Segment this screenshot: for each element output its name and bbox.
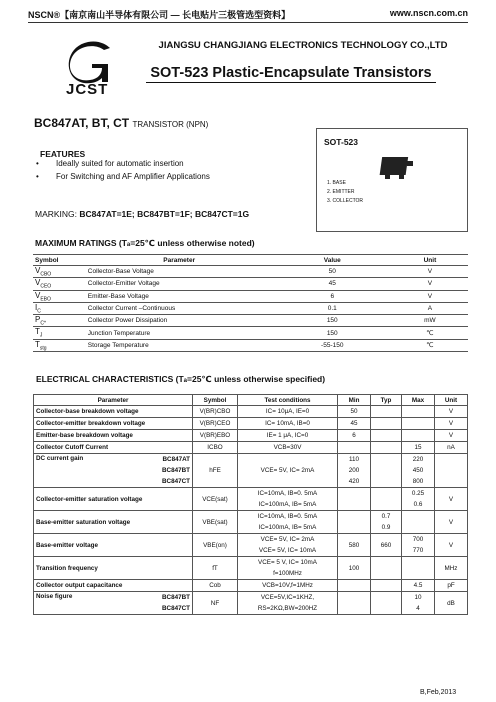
table-row (34, 557, 468, 580)
min-cell: 45 (338, 418, 371, 430)
brand-text: NSCN®【南京南山半导体有限公司 — 长电贴片三极管选型资料】 (28, 10, 291, 20)
company-name: JIANGSU CHANGJIANG ELECTRONICS TECHNOLOGY CO.,LTD (158, 40, 448, 51)
typ-cell (371, 557, 402, 580)
feature-item: • For Switching and AF Amplifier Applications (36, 172, 210, 181)
part-title (34, 116, 208, 130)
parameter-cell: Collector-emitter breakdown voltage (34, 418, 154, 430)
package-title: SOT-523 (324, 137, 359, 147)
test-conditions-cell: VCE= 5V, IC= 2mA (238, 454, 338, 488)
table-row (33, 290, 468, 302)
marking-line: MARKING: BC847AT=1E; BC847BT=1F; BC847CT=1G (35, 209, 250, 219)
unit-cell: V (392, 278, 468, 290)
part-variant-cell (153, 488, 192, 511)
features-heading: FEATURES (40, 149, 86, 159)
symbol-cell: V(BR)EBO (193, 430, 238, 442)
unit-cell (435, 454, 468, 488)
table-header-row (33, 255, 468, 266)
value-cell: 150 (273, 327, 392, 339)
parameter-cell: Collector Power Dissipation (86, 315, 273, 327)
min-cell (338, 592, 371, 615)
symbol-cell: $T_J$ (33, 327, 86, 339)
package-box (316, 128, 468, 232)
unit-cell: nA (435, 442, 468, 454)
revision-date: B,Feb,2013 (420, 689, 457, 696)
table-row (34, 488, 468, 511)
symbol-cell: VBE(sat) (193, 511, 238, 534)
value-cell: 6 (273, 290, 392, 302)
parameter-cell: Collector-Emitter Voltage (86, 278, 273, 290)
unit-cell: MHz (435, 557, 468, 580)
max-cell: 10 4 (402, 592, 435, 615)
parameter-cell: Collector Current –Continuous (86, 302, 273, 314)
min-cell: 580 (338, 534, 371, 557)
table-row (34, 430, 468, 442)
table-header-row (34, 395, 468, 406)
symbol-cell: $T_{stg}$ (33, 339, 86, 351)
part-name: BC847AT, BT, CT (34, 116, 130, 130)
max-cell: 220 450 800 (402, 454, 435, 488)
min-cell: 110 200 420 (338, 454, 371, 488)
electrical-characteristics-table (33, 394, 468, 615)
table-row (33, 302, 468, 314)
parameter-cell: Collector-Base Voltage (86, 266, 273, 278)
max-cell: 0.25 0.6 (402, 488, 435, 511)
column-header: Parameter (34, 395, 193, 406)
table-row (33, 327, 468, 339)
pin-label: 1. BASE (327, 180, 346, 186)
symbol-cell: $V_{EBO}$ (33, 290, 86, 302)
column-header: Parameter (86, 255, 273, 266)
typ-cell: 0.7 0.9 (371, 511, 402, 534)
table-row (34, 454, 468, 488)
table-row (34, 592, 468, 615)
test-conditions-cell: IC= 10μA, IE=0 (238, 406, 338, 418)
min-cell (338, 580, 371, 592)
part-variant-cell (153, 534, 192, 557)
max-cell: 4.5 (402, 580, 435, 592)
column-header: Symbol (193, 395, 238, 406)
typ-cell (371, 488, 402, 511)
parameter-cell: Collector output capacitance (34, 580, 154, 592)
max-cell: 15 (402, 442, 435, 454)
table-row (34, 442, 468, 454)
value-cell: 0.1 (273, 302, 392, 314)
table-row (33, 278, 468, 290)
table-row (33, 266, 468, 278)
symbol-cell: $P_{C*}$ (33, 315, 86, 327)
parameter-cell: Noise figure (34, 592, 154, 615)
column-header: Value (273, 255, 392, 266)
table-row (33, 315, 468, 327)
electrical-characteristics-title: ELECTRICAL CHARACTERISTICS (Ta=25℃ unless otherwise specified) (36, 374, 326, 384)
column-header: Max (402, 395, 435, 406)
test-conditions-cell: IC=10mA, IB=0. 5mA IC=100mA, IB= 5mA (238, 511, 338, 534)
max-ratings-table (33, 254, 468, 352)
min-cell: 6 (338, 430, 371, 442)
symbol-cell: Cob (193, 580, 238, 592)
parameter-cell: Emitter-base breakdown voltage (34, 430, 154, 442)
table-row (34, 534, 468, 557)
table-row (33, 339, 468, 351)
package-drawing-icon (377, 151, 417, 183)
unit-cell: dB (435, 592, 468, 615)
symbol-cell: NF (193, 592, 238, 615)
unit-cell: ℃ (392, 327, 468, 339)
parameter-cell: Base-emitter voltage (34, 534, 154, 557)
unit-cell: V (392, 290, 468, 302)
min-cell: 50 (338, 406, 371, 418)
column-header: Min (338, 395, 371, 406)
test-conditions-cell: VCB=30V (238, 442, 338, 454)
parameter-cell: Emitter-Base Voltage (86, 290, 273, 302)
pin-label: 3. COLLECTOR (327, 198, 364, 204)
part-variant-cell (153, 418, 192, 430)
parameter-cell: Collector-base breakdown voltage (34, 406, 154, 418)
unit-cell: V (435, 488, 468, 511)
symbol-cell: fT (193, 557, 238, 580)
table-row (34, 580, 468, 592)
typ-cell (371, 430, 402, 442)
part-variant-cell (153, 430, 192, 442)
min-cell (338, 488, 371, 511)
symbol-cell: V(BR)CEO (193, 418, 238, 430)
typ-cell (371, 592, 402, 615)
column-header: Symbol (33, 255, 86, 266)
column-header: Unit (435, 395, 468, 406)
product-title: SOT-523 Plastic-Encapsulate Transistors (146, 65, 436, 83)
website-url[interactable]: www.nscn.com.cn (389, 8, 468, 18)
unit-cell: V (392, 266, 468, 278)
part-variant-cell (153, 580, 192, 592)
min-cell (338, 442, 371, 454)
symbol-cell: $V_{CEO}$ (33, 278, 86, 290)
typ-cell (371, 406, 402, 418)
value-cell: 45 (273, 278, 392, 290)
column-header: Unit (392, 255, 468, 266)
table-row (34, 511, 468, 534)
max-cell (402, 557, 435, 580)
unit-cell: V (435, 418, 468, 430)
min-cell: 100 (338, 557, 371, 580)
typ-cell (371, 442, 402, 454)
unit-cell: mW (392, 315, 468, 327)
test-conditions-cell: IC= 10mA, IB=0 (238, 418, 338, 430)
unit-cell: V (435, 534, 468, 557)
test-conditions-cell: IE= 1 μA, IC=0 (238, 430, 338, 442)
min-cell (338, 511, 371, 534)
part-type: TRANSISTOR (NPN) (132, 120, 209, 129)
table-row (34, 418, 468, 430)
parameter-cell: Transition frequency (34, 557, 154, 580)
max-cell (402, 430, 435, 442)
symbol-cell: hFE (193, 454, 238, 488)
parameter-cell: Collector-emitter saturation voltage (34, 488, 154, 511)
symbol-cell: $V_{CBO}$ (33, 266, 86, 278)
unit-cell: V (435, 406, 468, 418)
test-conditions-cell: VCE=5V,IC=1KHZ, RS=2KΩ,BW=200HZ (238, 592, 338, 615)
parameter-cell: DC current gain (34, 454, 154, 488)
test-conditions-cell: VCE= 5 V, IC= 10mA f=100MHz (238, 557, 338, 580)
unit-cell: V (435, 511, 468, 534)
part-variant-cell: BC847BT BC847CT (153, 592, 192, 615)
parameter-cell: Storage Temperature (86, 339, 273, 351)
top-header-bar (28, 8, 468, 23)
typ-cell (371, 580, 402, 592)
test-conditions-cell: IC=10mA, IB=0. 5mA IC=100mA, IB= 5mA (238, 488, 338, 511)
part-variant-cell (153, 511, 192, 534)
max-cell: 700 770 (402, 534, 435, 557)
part-variant-cell (153, 442, 192, 454)
typ-cell (371, 418, 402, 430)
test-conditions-cell: VCE= 5V, IC= 2mA VCE= 5V, IC= 10mA (238, 534, 338, 557)
symbol-cell: $I_C$ (33, 302, 86, 314)
parameter-cell: Collector Cutoff Current (34, 442, 154, 454)
parameter-cell: Junction Temperature (86, 327, 273, 339)
value-cell: 50 (273, 266, 392, 278)
test-conditions-cell: VCB=10V,f=1MHz (238, 580, 338, 592)
max-ratings-title: MAXIMUM RATINGS (Ta=25℃ unless otherwise noted) (35, 238, 255, 248)
part-variant-cell (153, 406, 192, 418)
max-cell (402, 511, 435, 534)
typ-cell (371, 454, 402, 488)
column-header: Test conditions (238, 395, 338, 406)
value-cell: -55-150 (273, 339, 392, 351)
parameter-cell: Base-emitter saturation voltage (34, 511, 154, 534)
max-cell (402, 418, 435, 430)
symbol-cell: VCE(sat) (193, 488, 238, 511)
column-header: Typ (371, 395, 402, 406)
feature-item: • Ideally suited for automatic insertion (36, 159, 184, 168)
typ-cell: 660 (371, 534, 402, 557)
unit-cell: V (435, 430, 468, 442)
part-variant-cell: BC847AT BC847BT BC847CT (153, 454, 192, 488)
max-cell (402, 406, 435, 418)
table-row (34, 406, 468, 418)
value-cell: 150 (273, 315, 392, 327)
logo-text: JCST (66, 81, 109, 98)
unit-cell: A (392, 302, 468, 314)
unit-cell: ℃ (392, 339, 468, 351)
part-variant-cell (153, 557, 192, 580)
symbol-cell: V(BR)CBO (193, 406, 238, 418)
symbol-cell: ICBO (193, 442, 238, 454)
unit-cell: pF (435, 580, 468, 592)
pin-label: 2. EMITTER (327, 189, 355, 195)
symbol-cell: VBE(on) (193, 534, 238, 557)
